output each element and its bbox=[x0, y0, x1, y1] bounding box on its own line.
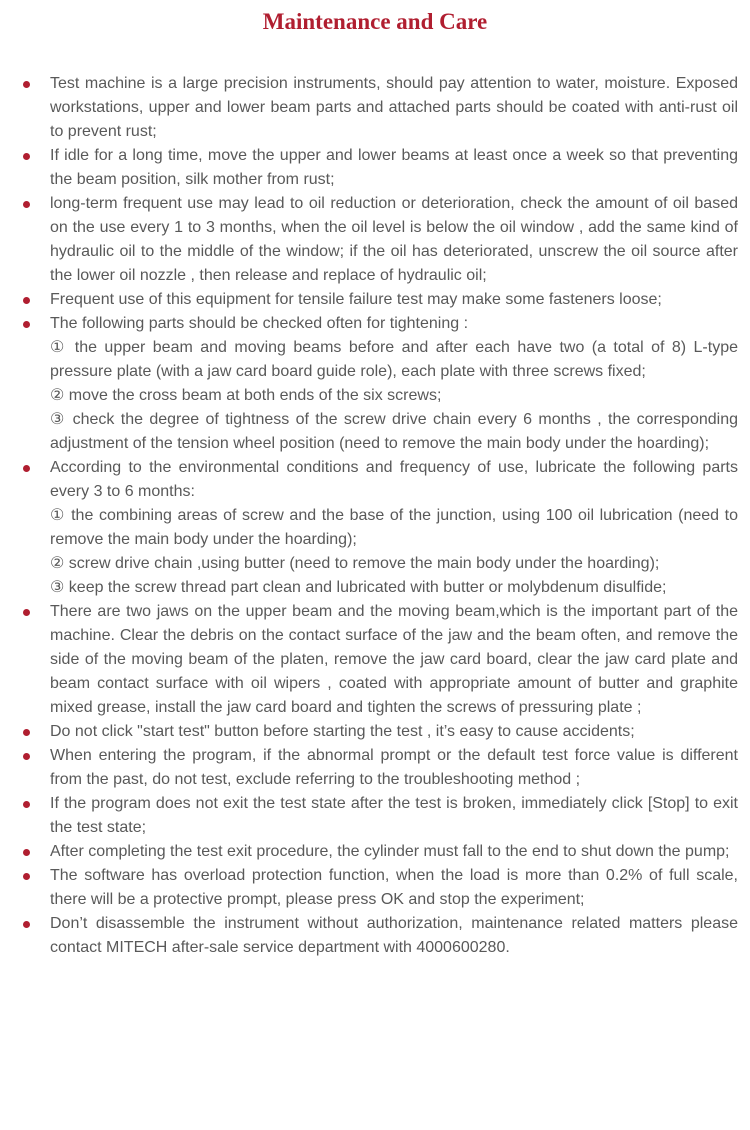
bullet-icon bbox=[23, 297, 30, 304]
list-item-text bbox=[50, 456, 738, 600]
bullet-icon bbox=[23, 729, 30, 736]
item-paragraph: When entering the program, if the abnormal prompt or the default test force value is different from the past, do not test, exclude referring to the troubleshooting method ; bbox=[50, 747, 738, 788]
item-paragraph: Test machine is a large precision instruments, should pay attention to water, moisture. Exposed workstations, upper and lower beam parts and attached parts should be coated with anti-rust oil to prevent rust; bbox=[50, 75, 738, 140]
item-paragraph: If the program does not exit the test state after the test is broken, immediately click [Stop] to exit the test state; bbox=[50, 795, 738, 836]
item-paragraph: ① the upper beam and moving beams before and after each have two (a total of 8) L-type pressure plate (with a jaw card board guide role), each plate with three screws fixed; bbox=[50, 339, 738, 380]
item-paragraph: Don’t disassemble the instrument without authorization, maintenance related matters please contact MITECH after-sale service department with 4000600280. bbox=[50, 915, 738, 956]
list-item bbox=[20, 744, 738, 792]
item-paragraph: ① the combining areas of screw and the base of the junction, using 100 oil lubrication (need to remove the main body under the hoarding); bbox=[50, 507, 738, 548]
list-item-text bbox=[50, 144, 738, 192]
item-paragraph: After completing the test exit procedure, the cylinder must fall to the end to shut down the pump; bbox=[50, 843, 730, 860]
list-item bbox=[20, 600, 738, 720]
list-item-text bbox=[50, 72, 738, 144]
item-paragraph: ③ check the degree of tightness of the screw drive chain every 6 months , the corresponding adjustment of the tension wheel position (need to remove the main body under the hoarding); bbox=[50, 411, 738, 452]
item-paragraph: According to the environmental conditions and frequency of use, lubricate the following parts every 3 to 6 months: bbox=[50, 459, 738, 500]
list-item-text bbox=[50, 192, 738, 288]
list-item bbox=[20, 720, 738, 744]
bullet-icon bbox=[23, 921, 30, 928]
bullet-icon bbox=[23, 153, 30, 160]
list-item-text bbox=[50, 912, 738, 960]
list-item bbox=[20, 456, 738, 600]
list-item-text bbox=[50, 600, 738, 720]
list-item-text bbox=[50, 840, 738, 864]
list-item bbox=[20, 864, 738, 912]
list-item bbox=[20, 840, 738, 864]
item-paragraph: long-term frequent use may lead to oil reduction or deterioration, check the amount of oil based on the use every 1 to 3 months, when the oil level is below the oil window , add the same kind of hydraulic oil to the middle of the window; if the oil has deteriorated, unscrew the oil source after the lower oil nozzle , then release and replace of hydraulic oil; bbox=[50, 195, 738, 284]
list-item bbox=[20, 72, 738, 144]
item-paragraph: Do not click "start test" button before starting the test , it’s easy to cause accidents; bbox=[50, 723, 635, 740]
bullet-icon bbox=[23, 321, 30, 328]
maintenance-bullet-list bbox=[0, 36, 750, 960]
list-item bbox=[20, 192, 738, 288]
bullet-icon bbox=[23, 873, 30, 880]
bullet-icon bbox=[23, 465, 30, 472]
item-paragraph: If idle for a long time, move the upper and lower beams at least once a week so that preventing the beam position, silk mother from rust; bbox=[50, 147, 738, 188]
bullet-icon bbox=[23, 801, 30, 808]
item-paragraph: There are two jaws on the upper beam and the moving beam,which is the important part of the machine. Clear the debris on the contact surface of the jaw and the beam often, and remove the side of the moving beam of the platen, remove the jaw card board, clear the jaw card plate and beam contact surface with oil wipers , coated with appropriate amount of butter and graphite mixed grease, install the jaw card board and tighten the screws of pressuring plate ; bbox=[50, 603, 738, 716]
list-item-text bbox=[50, 744, 738, 792]
list-item bbox=[20, 912, 738, 960]
list-item-text bbox=[50, 864, 738, 912]
item-paragraph: ③ keep the screw thread part clean and lubricated with butter or molybdenum disulfide; bbox=[50, 579, 667, 596]
list-item-text bbox=[50, 312, 738, 456]
bullet-icon bbox=[23, 81, 30, 88]
bullet-icon bbox=[23, 753, 30, 760]
list-item bbox=[20, 792, 738, 840]
list-item bbox=[20, 288, 738, 312]
bullet-icon bbox=[23, 609, 30, 616]
item-paragraph: The following parts should be checked often for tightening : bbox=[50, 315, 469, 332]
item-paragraph: ② screw drive chain ,using butter (need to remove the main body under the hoarding); bbox=[50, 555, 660, 572]
list-item bbox=[20, 312, 738, 456]
item-paragraph: ② move the cross beam at both ends of the six screws; bbox=[50, 387, 442, 404]
list-item-text bbox=[50, 288, 738, 312]
page-title: Maintenance and Care bbox=[262, 9, 488, 34]
list-item-text bbox=[50, 720, 738, 744]
list-item bbox=[20, 144, 738, 192]
bullet-icon bbox=[23, 201, 30, 208]
item-paragraph: The software has overload protection function, when the load is more than 0.2% of full scale, there will be a protective prompt, please press OK and stop the experiment; bbox=[50, 867, 738, 908]
bullet-icon bbox=[23, 849, 30, 856]
list-item-text bbox=[50, 792, 738, 840]
item-paragraph: Frequent use of this equipment for tensile failure test may make some fasteners loose; bbox=[50, 291, 662, 308]
